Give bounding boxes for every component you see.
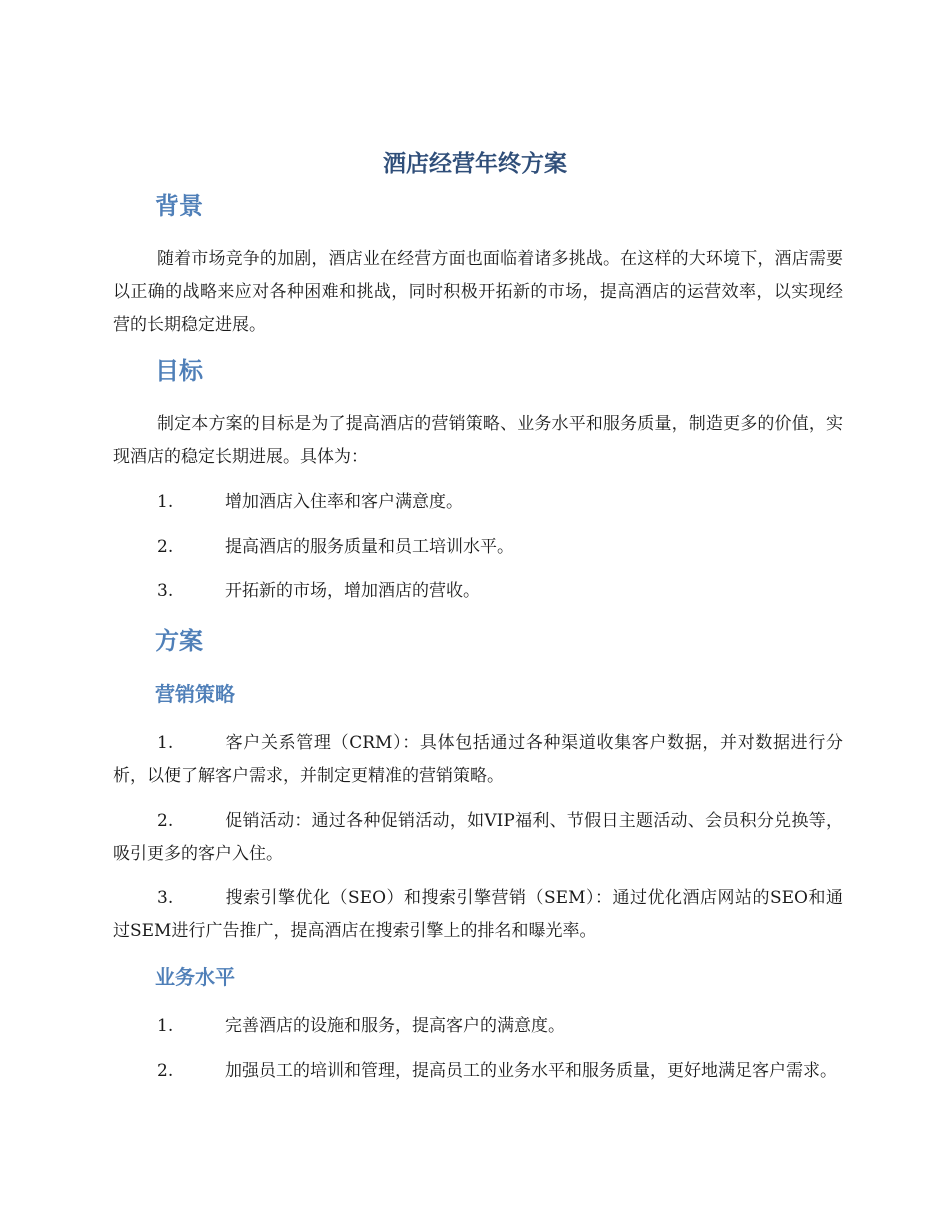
list-item-text: 增加酒店入住率和客户满意度。: [225, 492, 463, 512]
list-item-text: 客户关系管理（CRM）：具体包括通过各种渠道收集客户数据，并对数据进行分析，以便了解客户需求，并制定更精准的营销策略。: [113, 733, 843, 786]
list-item-number: 1.: [157, 492, 174, 512]
document-title: 酒店经营年终方案: [383, 151, 567, 177]
list-item-number: 3.: [157, 888, 174, 908]
list-item: [113, 1055, 843, 1088]
subheading-business: 业务水平: [155, 965, 235, 989]
list-item-number: 2.: [157, 537, 174, 557]
list-item: [113, 486, 843, 519]
heading-goals: 目标: [155, 357, 203, 385]
list-item-number: 2.: [157, 811, 174, 831]
list-item: [113, 1010, 843, 1043]
list-item-text: 搜索引擎优化（SEO）和搜索引擎营销（SEM）：通过优化酒店网站的SEO和通过SEM进行广告推广，提高酒店在搜索引擎上的排名和曝光率。: [113, 888, 843, 941]
list-item: [113, 727, 843, 793]
list-item-number: 2.: [157, 1061, 174, 1081]
list-item-number: 1.: [157, 733, 174, 753]
list-item: [113, 882, 843, 948]
list-item-text: 加强员工的培训和管理，提高员工的业务水平和服务质量，更好地满足客户需求。: [225, 1061, 837, 1081]
subheading-marketing: 营销策略: [155, 682, 235, 706]
list-item-text: 提高酒店的服务质量和员工培训水平。: [225, 537, 514, 557]
list-item-text: 完善酒店的设施和服务，提高客户的满意度。: [225, 1016, 565, 1036]
list-item-text: 开拓新的市场，增加酒店的营收。: [225, 581, 480, 601]
list-item-number: 1.: [157, 1016, 174, 1036]
list-item: [113, 805, 843, 871]
paragraph-background: 随着市场竞争的加剧，酒店业在经营方面也面临着诸多挑战。在这样的大环境下，酒店需要以正确的战略来应对各种困难和挑战，同时积极开拓新的市场，提高酒店的运营效率，以实现经营的长期稳定进展。: [113, 249, 843, 335]
list-item-text: 促销活动：通过各种促销活动，如VIP福利、节假日主题活动、会员积分兑换等，吸引更多的客户入住。: [113, 811, 843, 864]
list-item: [113, 531, 843, 564]
heading-background: 背景: [155, 192, 203, 220]
paragraph-goals: 制定本方案的目标是为了提高酒店的营销策略、业务水平和服务质量，制造更多的价值，实现酒店的稳定长期进展。具体为：: [113, 414, 843, 467]
heading-plan: 方案: [155, 627, 203, 655]
list-item: [113, 575, 843, 608]
list-item-number: 3.: [157, 581, 174, 601]
